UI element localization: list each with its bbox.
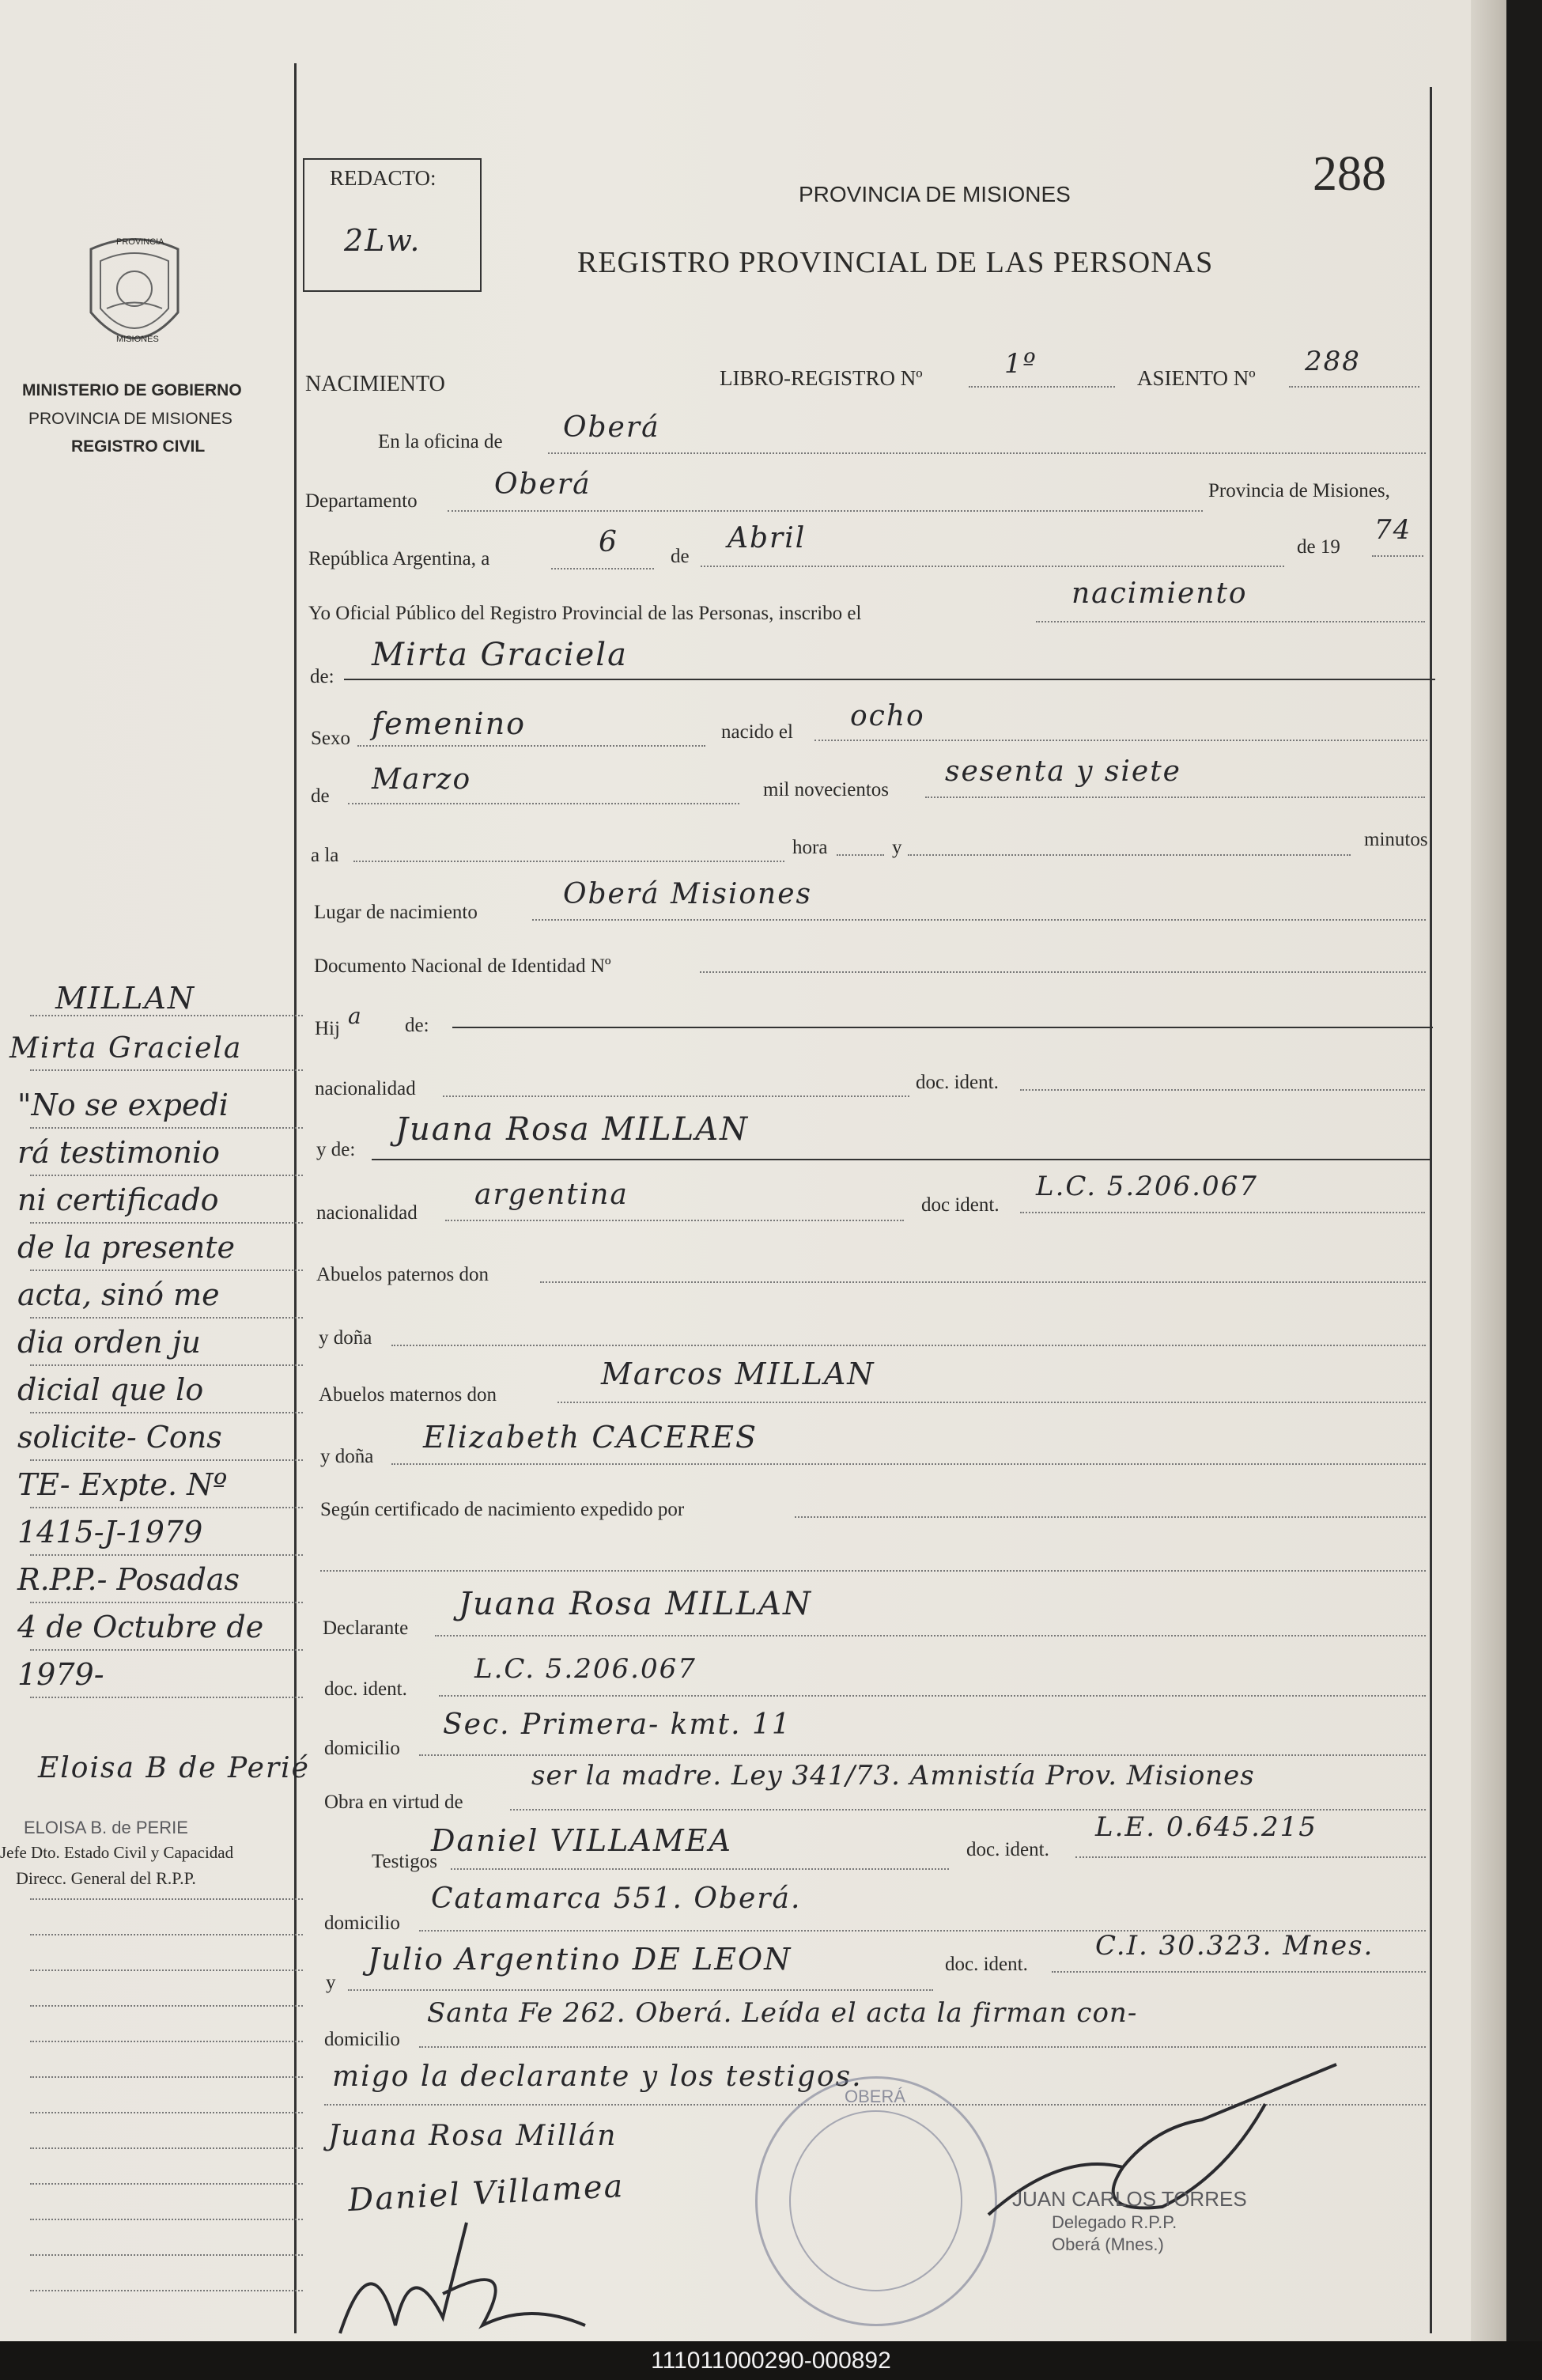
abuela-m-value: Elizabeth CACERES [423,1420,758,1455]
ministry-line2: PROVINCIA DE MISIONES [28,410,232,428]
domicilio3-value: Santa Fe 262. Oberá. Leída el acta la firman con- [427,1997,1138,2029]
mil-label: mil novecientos [763,779,889,800]
redacto-label: REDACTO: [330,166,437,190]
departamento-label: Departamento [305,490,418,512]
declarante-value: Juana Rosa MILLAN [459,1586,813,1622]
margin-rule-line [30,1969,303,1971]
redacto-value: 2Lw. [344,223,421,258]
margin-note-line: solicite- Cons [17,1420,222,1455]
margin-rule-line [30,2290,303,2291]
y2-label: y [326,1972,336,1993]
anio-value: 74 [1374,514,1412,546]
margin-rule-line [30,1507,303,1508]
margin-rule-line [30,1175,303,1176]
y-label: y [892,837,902,858]
doc-ident-label: doc. ident. [916,1072,999,1093]
domicilio2-value: Catamarca 551. Oberá. [431,1882,802,1915]
margin-rule-line [30,1222,303,1224]
dia-value: 6 [599,526,618,558]
asiento-value: 288 [1305,346,1361,377]
dni-label: Documento Nacional de Identidad Nº [314,955,611,977]
margin-rule-line [30,1602,303,1603]
testigo2-value: Julio Argentino DE LEON [368,1942,792,1977]
signature-scrawl [324,2207,641,2341]
signature-declarante: Juana Rosa Millán [328,2120,618,2152]
margin-stamp-line2: Jefe Dto. Estado Civil y Capacidad [0,1843,234,1862]
domicilio-value: Sec. Primera- kmt. 11 [443,1708,792,1741]
oficina-value: Oberá [563,411,660,444]
margin-stamp-line3: Direcc. General del R.P.P. [16,1868,196,1888]
domicilio2-label: domicilio [324,1913,400,1934]
doc-ident3-label: doc. ident. [324,1678,407,1700]
margin-note-line: 1415-J-1979 [17,1515,203,1549]
ministry-line3: REGISTRO CIVIL [71,437,206,456]
nombre-value: Mirta Graciela [372,637,628,673]
declarante-label: Declarante [323,1618,409,1639]
de-anio-label: de 19 [1297,536,1340,558]
margin-rule-line [30,2112,303,2113]
right-rule [1430,87,1432,2333]
margin-rule-line [30,1697,303,1698]
margin-note-line: 4 de Octubre de [17,1610,264,1644]
margin-note-line: acta, sinó me [17,1277,220,1312]
nacionalidad-label: nacionalidad [315,1078,416,1099]
margin-rule-line [30,1127,303,1129]
y-de-label: y de: [316,1139,356,1160]
mes-value: Abril [728,522,807,554]
abuelos-p-label: Abuelos paternos don [316,1264,489,1285]
margin-rule-line [30,1364,303,1366]
obra-label: Obra en virtud de [324,1792,463,1813]
margin-rule-line [30,1269,303,1271]
minutos-label: minutos [1364,829,1428,850]
margin-rule-line [30,1934,303,1935]
nacido-label: nacido el [721,721,793,743]
margin-rule-line [30,1898,303,1900]
margin-note-line: rá testimonio [17,1135,220,1170]
page-edge [1471,47,1506,2333]
margin-name: Mirta Graciela [9,1032,243,1065]
nacionalidad2-label: nacionalidad [316,1202,418,1224]
signature-testigo: Daniel Villamea [347,2167,625,2219]
margin-rule-line [30,2254,303,2256]
ministry-line1: MINISTERIO DE GOBIERNO [22,381,242,399]
margin-rule-line [30,2219,303,2220]
hora-label: hora [792,837,828,858]
margin-rule-line [30,2183,303,2185]
departamento-value: Oberá [494,468,591,501]
libro-label: LIBRO-REGISTRO Nº [720,366,923,390]
abuelos-m-label: Abuelos maternos don [319,1384,497,1406]
doc-ident4-label: doc. ident. [966,1839,1049,1860]
round-stamp-top: OBERÁ [845,2087,906,2106]
sexo-label: Sexo [311,728,350,749]
continuation-value: migo la declarante y los testigos. [332,2060,863,2093]
margin-stamp-name: ELOISA B. de PERIE [24,1818,188,1837]
obra-value: ser la madre. Ley 341/73. Amnistía Prov. Misiones [531,1760,1255,1792]
margin-rule-line [30,1649,303,1651]
lugar-value: Oberá Misiones [563,878,812,910]
margin-rule-line [30,2147,303,2149]
abuelo-m-value: Marcos MILLAN [601,1356,875,1391]
act-type: NACIMIENTO [305,372,445,396]
margin-note-line: 1979- [17,1657,104,1692]
hij-value: a [348,1003,363,1029]
margin-note-line: dia orden ju [17,1325,201,1360]
margin-note-line: ni certificado [17,1182,219,1217]
y-dona-label: y doña [319,1327,372,1349]
margin-rule-line [30,2076,303,2078]
nacido-value: ocho [850,700,925,732]
domicilio3-label: domicilio [324,2029,400,2050]
seal-text-top: PROVINCIA [116,237,164,247]
doc-ident5-label: doc. ident. [945,1954,1028,1975]
margin-rule-line [30,1317,303,1319]
madre-value: Juana Rosa MILLAN [395,1111,750,1148]
redacto-box [303,158,482,292]
oficina-label: En la oficina de [378,431,503,452]
doc-ident2-label: doc ident. [921,1194,1000,1216]
mes-nac-value: Marzo [372,763,472,796]
provincia-suffix: Provincia de Misiones, [1208,480,1390,501]
hij-de-label: de: [405,1015,429,1036]
margin-surname: MILLAN [55,981,196,1016]
doc-ident2-value: L.C. 5.206.067 [1036,1171,1258,1202]
y-dona2-label: y doña [320,1446,374,1467]
round-stamp [755,2076,997,2326]
header-province: PROVINCIA DE MISIONES [799,182,1071,206]
de-label: de: [310,666,334,687]
oficial-text: Yo Oficial Público del Registro Provincial de las Personas, inscribo el [308,603,862,624]
margin-note-line: TE- Expte. Nº [17,1467,228,1502]
header-registry: REGISTRO PROVINCIAL DE LAS PERSONAS [577,246,1214,279]
margin-rule [294,63,297,2333]
delegate-title: Delegado R.P.P. [1052,2212,1177,2232]
margin-signature: Eloisa B de Perié [38,1752,310,1784]
asiento-label: ASIENTO Nº [1137,366,1256,390]
sexo-value: femenino [372,706,527,741]
margin-rule-line [30,1459,303,1461]
ministry-seal [83,233,186,360]
domicilio-label: domicilio [324,1738,400,1759]
margin-note-line: "No se expedi [17,1088,229,1122]
segun-label: Según certificado de nacimiento expedido por [320,1499,685,1520]
margin-note-line: dicial que lo [17,1372,204,1407]
hij-label: Hij [315,1018,340,1039]
margin-rule-line [30,1412,303,1413]
margin-rule-line [30,2005,303,2007]
inscribo-value: nacimiento [1071,577,1248,610]
testigo1-value: Daniel VILLAMEA [431,1823,732,1858]
delegate-name: JUAN CARLOS TORRES [1012,2187,1247,2211]
lugar-label: Lugar de nacimiento [314,902,478,923]
doc-ident5-value: C.I. 30.323. Mnes. [1095,1930,1374,1962]
seal-text-bottom: MISIONES [116,335,159,344]
nacionalidad2-value: argentina [474,1179,629,1211]
page-number: 288 [1313,147,1386,201]
margin-rule-line [30,2041,303,2042]
doc-ident3-value: L.C. 5.206.067 [474,1653,697,1685]
margin-note-line: de la presente [17,1230,235,1265]
libro-value: 1º [1004,348,1037,380]
mil-value: sesenta y siete [945,755,1181,788]
margin-rule-line [30,1554,303,1556]
doc-ident4-value: L.E. 0.645.215 [1095,1811,1317,1843]
footer-code: 111011000290-000892 [0,2341,1542,2380]
testigos-label: Testigos [372,1851,437,1872]
republica-label: República Argentina, a [308,548,490,569]
a-la-label: a la [311,845,339,866]
delegate-place: Oberá (Mnes.) [1052,2234,1164,2254]
margin-note-line: R.P.P.- Posadas [17,1562,240,1597]
de-label-1: de [671,546,690,567]
de-mes-label: de [311,785,330,807]
